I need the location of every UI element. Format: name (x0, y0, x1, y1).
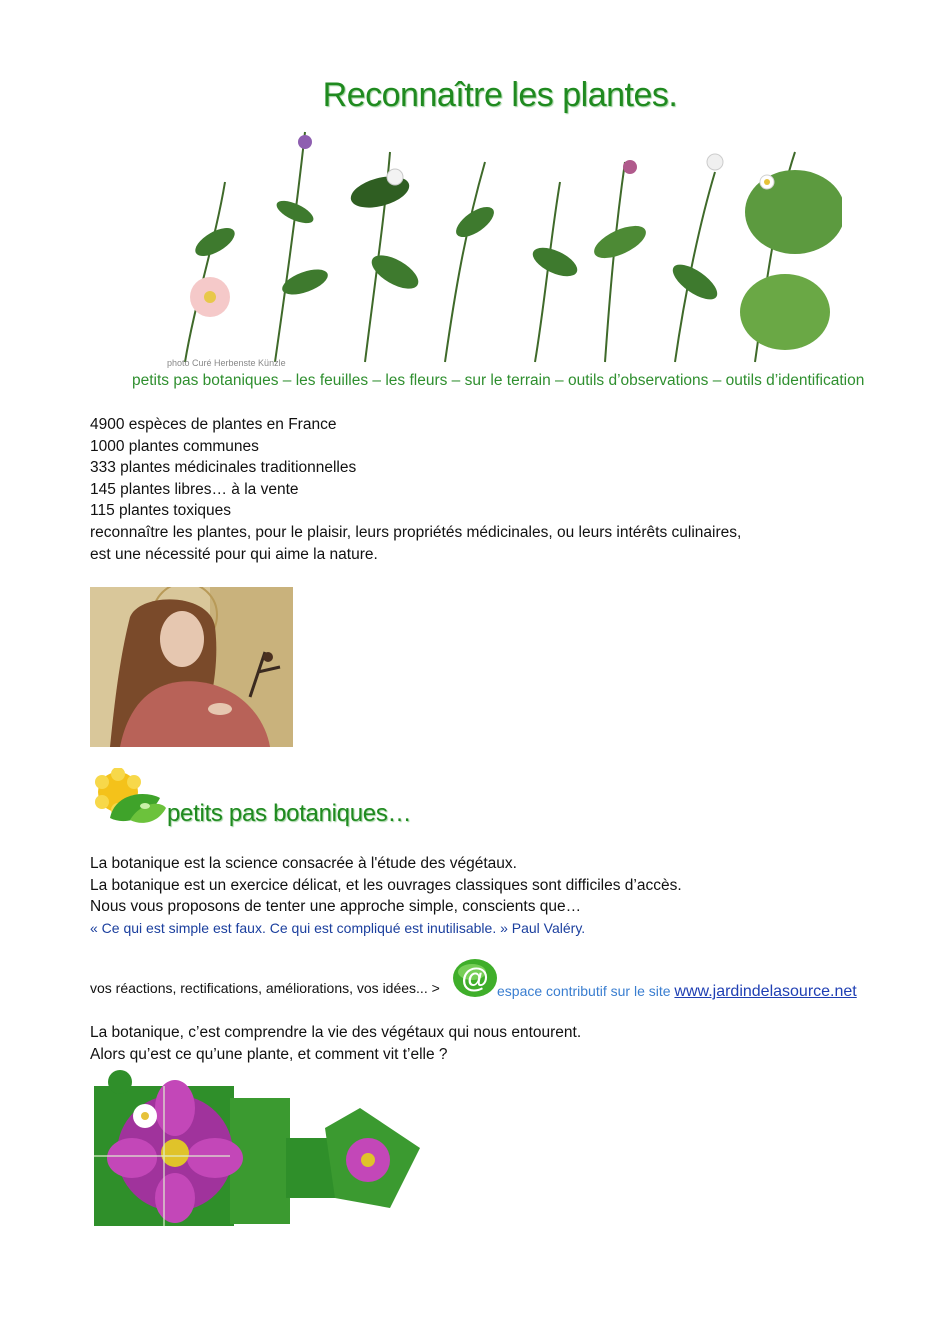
feedback-text: vos réactions, rectifications, améliorations, vos idées... > (90, 980, 440, 996)
closing-line: La botanique, c’est comprendre la vie des végétaux qui nous entourent. (90, 1024, 582, 1041)
stats-line: 4900 espèces de plantes en France (90, 416, 337, 433)
contrib-text (497, 983, 857, 1001)
nav-caption: petits pas botaniques – les feuilles – les fleurs – sur le terrain – outils d’observations – outils d’identification (132, 372, 865, 389)
banner-credit: photo Curé Herbenste Künzle (167, 358, 286, 368)
at-sign-icon[interactable] (452, 958, 498, 998)
stats-line: 333 plantes médicinales traditionnelles (90, 459, 357, 477)
stats-line: est une nécessité pour qui aime la nature. (90, 545, 378, 563)
intro-block (90, 853, 682, 939)
site-link[interactable]: www.jardindelasource.net (674, 983, 857, 1000)
intro-line: La botanique est la science consacrée à l'étude des végétaux. (90, 855, 517, 872)
contrib-label: espace contributif sur le site (497, 983, 675, 999)
section-title: petits pas botaniques… (167, 800, 412, 827)
valery-quote: « Ce qui est simple est faux. Ce qui est compliqué est inutilisable. » Paul Valéry. (90, 919, 586, 936)
stats-line: 1000 plantes communes (90, 437, 259, 455)
botanical-banner-image (155, 122, 842, 370)
intro-line: Nous vous proposons de tenter une approche simple, conscients que… (90, 898, 582, 916)
stats-line: reconnaître les plantes, pour le plaisir, leurs propriétés médicinales, ou leurs intérêts culinaires, (90, 523, 742, 541)
flower-puzzle-image (90, 1068, 420, 1238)
stats-line: 115 plantes toxiques (90, 502, 232, 520)
flower-leaf-icon (90, 768, 168, 828)
stats-line: 145 plantes libres… à la vente (90, 480, 299, 498)
madonna-painting-image (90, 587, 293, 747)
stats-list (90, 414, 741, 565)
closing-block (90, 1022, 581, 1065)
page-title: Reconnaître les plantes. (322, 76, 678, 114)
closing-line: Alors qu’est ce qu’une plante, et comment vit t’elle ? (90, 1045, 448, 1063)
intro-line: La botanique est un exercice délicat, et les ouvrages classiques sont difficiles d’accès. (90, 876, 682, 894)
svg-text:@: @ (461, 962, 489, 993)
